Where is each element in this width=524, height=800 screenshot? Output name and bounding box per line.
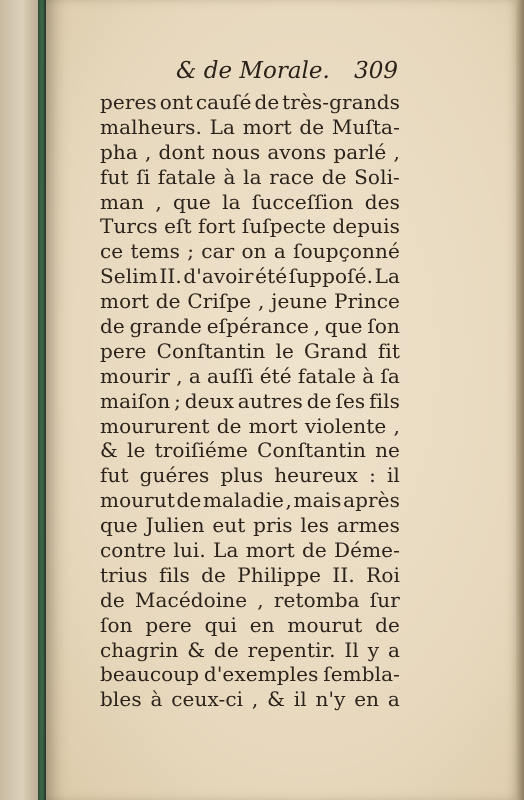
text-line: Turcs eſt fort ſuſpecte depuis [100,214,400,239]
text-line: contre lui. La mort de Déme- [100,538,400,563]
text-line: de Macédoine , retomba ſur [100,587,400,612]
text-line: que Julien eut pris les armes [100,513,400,538]
facing-page-edge [0,0,40,800]
green-binding-ribbon [38,0,46,800]
text-line: man , que la ſucceſſion des [100,189,400,214]
text-line: peres ont cauſé de très-grands [100,90,400,114]
text-line: fut guéres plus heureux : il [100,463,400,488]
text-line: mort de Criſpe , jeune Prince [100,289,400,314]
text-line: pha , dont nous avons parlé , [100,139,400,164]
text-line: moururent de mort violente , [100,413,400,438]
text-line: Selim II. d'avoir été ſuppoſé. La [100,264,400,289]
text-line: ſon pere qui en mourut de [100,612,400,637]
text-line: chagrin & de repentir. Il y a [100,637,400,662]
running-title: & de Morale. [176,58,330,84]
text-line: & le troiſiéme Conſtantin ne [100,438,400,463]
text-line: beaucoup d'exemples ſembla- [100,662,400,687]
text-line: bles à ceux-ci , & il n'y en a [100,687,400,712]
text-line: mourut de maladie , mais après [100,488,400,513]
page-number: 309 [354,58,398,84]
text-line: trius fils de Philippe II. Roi [100,562,400,587]
text-line: malheurs. La mort de Muſta- [100,114,400,139]
text-line: maiſon ; deux autres de ſes fils [100,388,400,413]
page-right-edge [516,0,524,800]
text-line: fut ſi fatale à la race de Soli- [100,164,400,189]
body-text [100,90,400,712]
text-line: pere Conſtantin le Grand fit [100,338,400,363]
running-header [128,58,398,88]
text-line: ce tems ; car on a ſoupçonné [100,239,400,264]
text-line: mourir , a auſſi été fatale à ſa [100,363,400,388]
text-line: de grande eſpérance , que ſon [100,314,400,339]
